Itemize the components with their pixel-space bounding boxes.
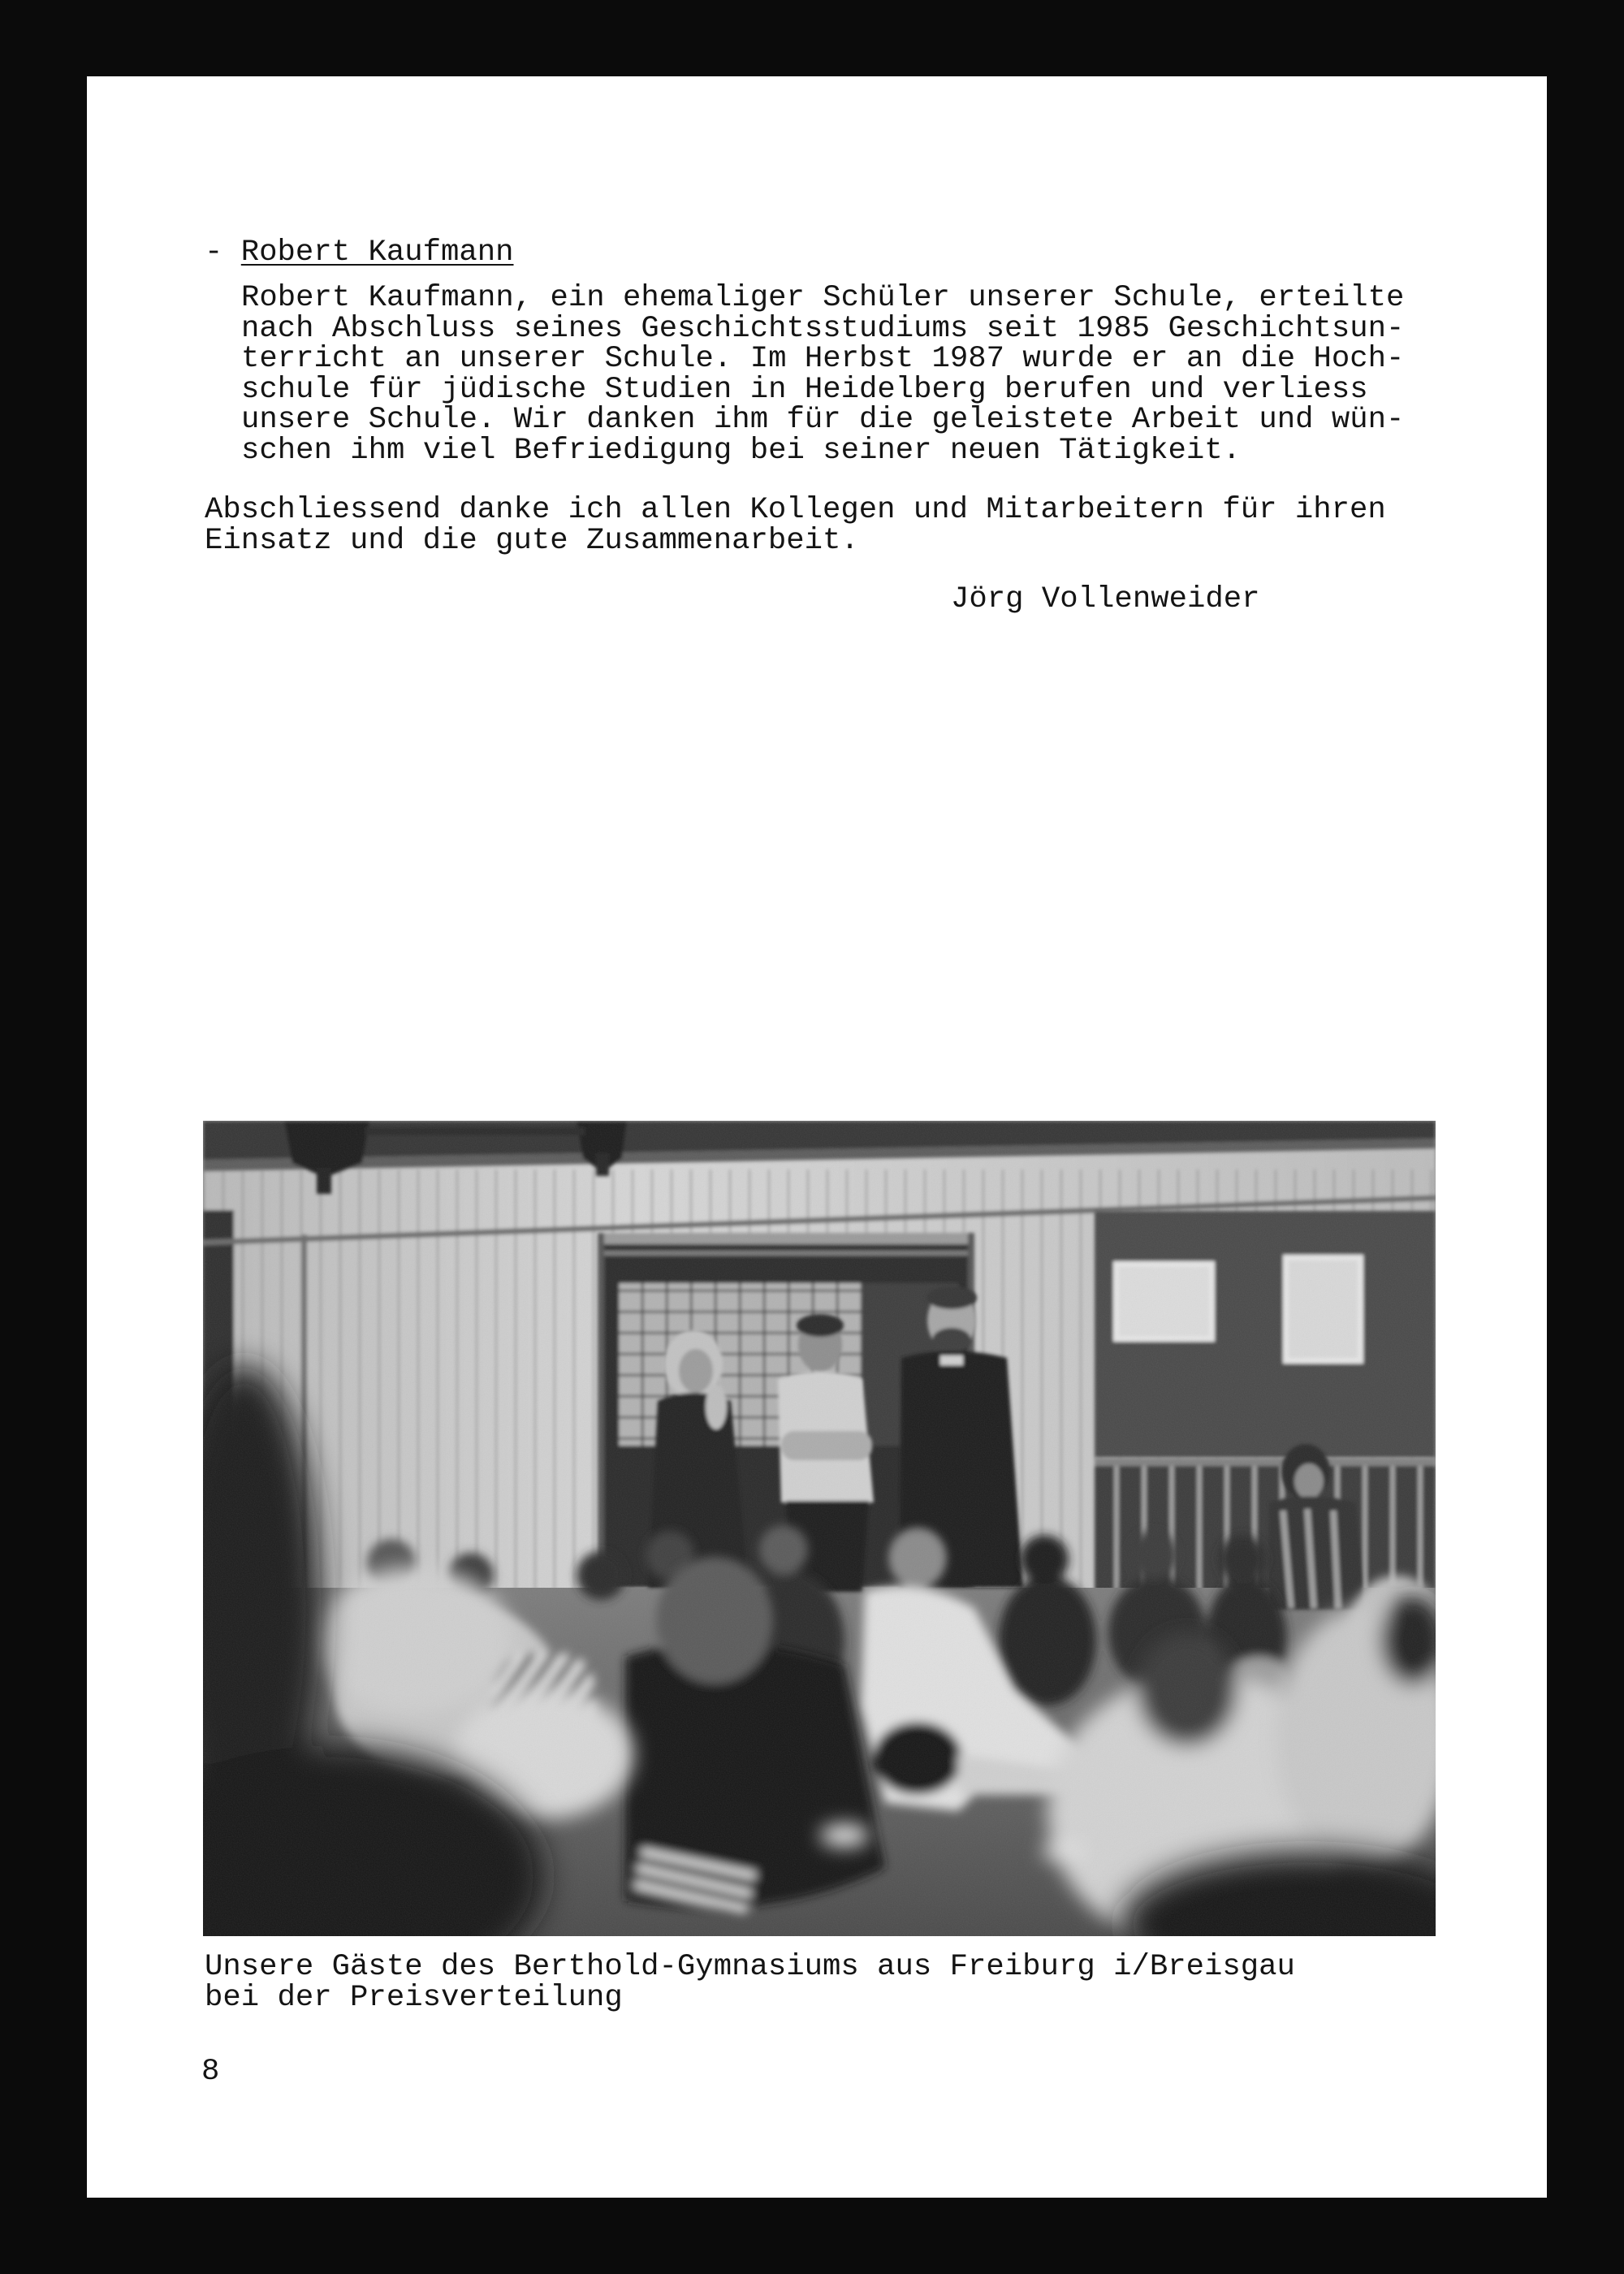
- caption-line: bei der Preisverteilung: [205, 1980, 623, 2015]
- paragraph-line: unsere Schule. Wir danken ihm für die geleistete Arbeit und wün-: [241, 403, 1405, 437]
- paragraph-line: terricht an unserer Schule. Im Herbst 1987 wurde er an die Hoch-: [241, 342, 1405, 376]
- document-page: [87, 76, 1547, 2198]
- heading-name: Robert Kaufmann: [240, 236, 514, 270]
- photo-grain: [203, 1121, 1436, 1936]
- paragraph-line: schen ihm viel Befriedigung bei seiner neuen Tätigkeit.: [241, 433, 1241, 468]
- signature: [951, 582, 1260, 616]
- photo: [203, 1121, 1436, 1936]
- caption-line: Unsere Gäste des Berthold-Gymnasiums aus Freiburg i/Breisgau: [205, 1950, 1295, 1984]
- closing-line: Einsatz und die gute Zusammenarbeit.: [205, 523, 859, 558]
- closing-paragraph: [205, 495, 1386, 556]
- section-heading: [205, 238, 514, 269]
- paragraph-line: nach Abschluss seines Geschichtsstudiums seit 1985 Geschichtsun-: [241, 311, 1405, 346]
- photo-caption: [205, 1952, 1295, 2013]
- photo-image: [203, 1121, 1436, 1936]
- closing-line: Abschliessend danke ich allen Kollegen und Mitarbeitern für ihren: [205, 493, 1386, 527]
- heading-line: [205, 238, 514, 269]
- paragraph-line: Robert Kaufmann, ein ehemaliger Schüler unserer Schule, erteilte: [241, 281, 1405, 315]
- signature-name: Jörg Vollenweider: [951, 582, 1260, 616]
- page-number-text: 8: [201, 2055, 220, 2089]
- paragraph-line: schule für jüdische Studien in Heidelberg berufen und verliess: [241, 372, 1368, 407]
- kaufmann-paragraph: [241, 283, 1404, 466]
- page-number: [201, 2057, 219, 2088]
- heading-dash: -: [205, 236, 223, 270]
